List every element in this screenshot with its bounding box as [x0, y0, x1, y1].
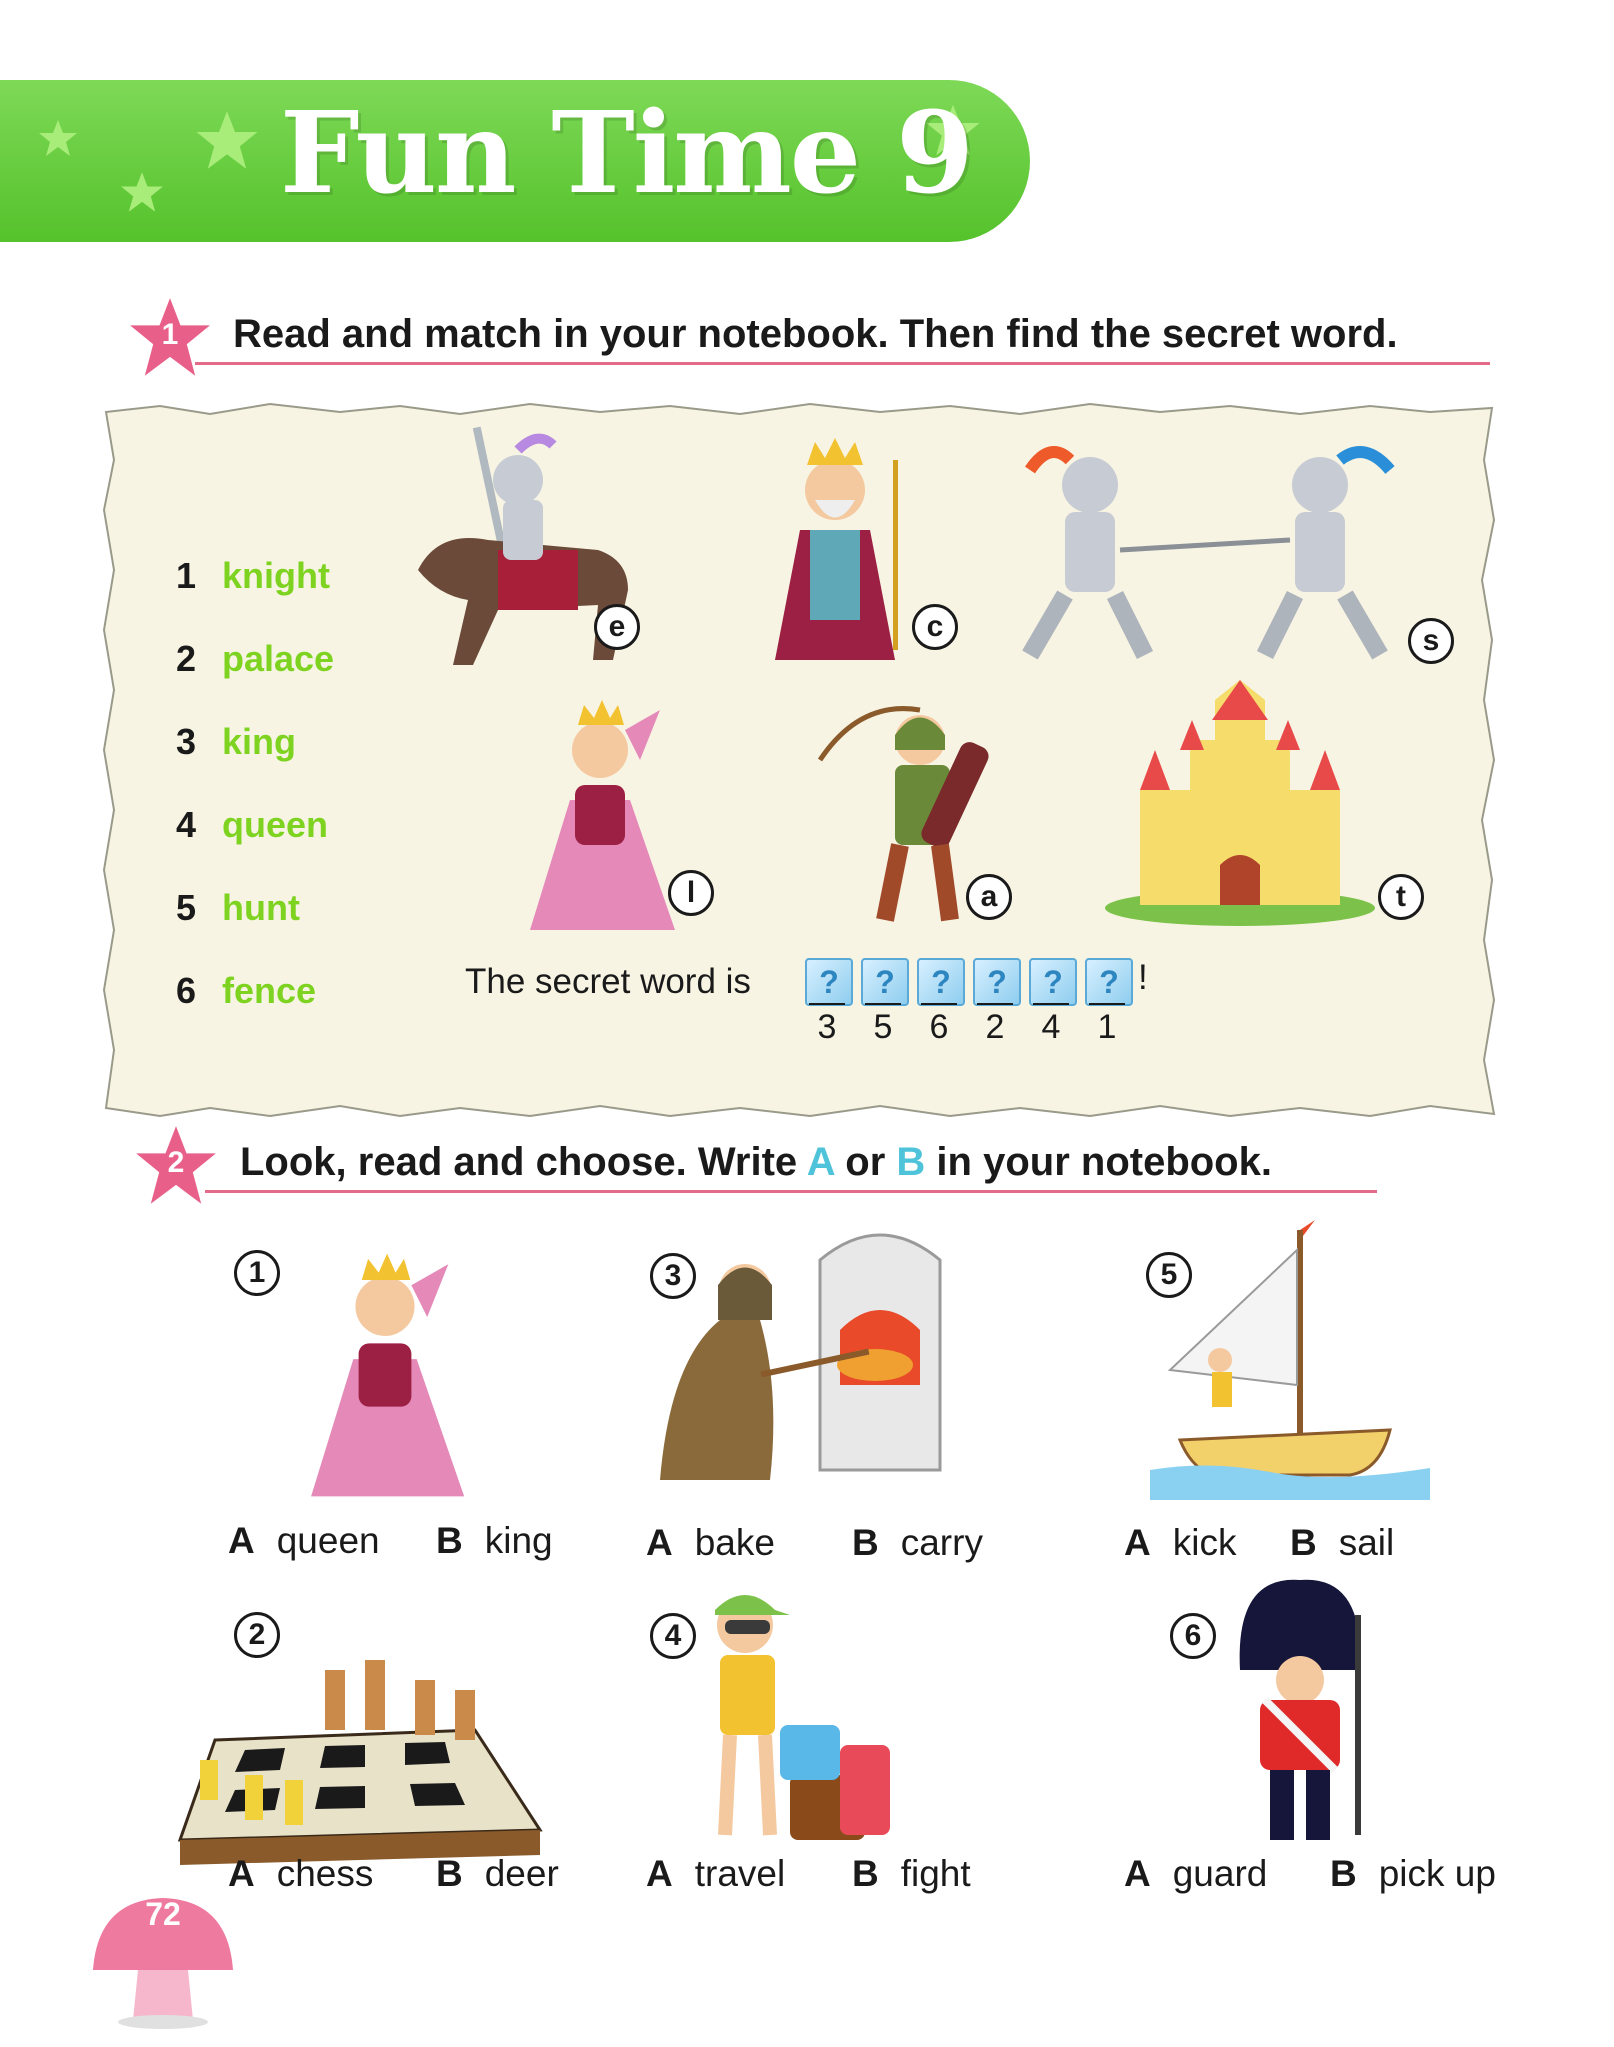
- section-number: 2: [167, 1146, 185, 1179]
- page-number: 72: [145, 1896, 181, 1932]
- queen-image: [510, 690, 690, 940]
- secret-order-number: 3: [817, 1008, 837, 1046]
- option-pair: A chess: [228, 1853, 374, 1894]
- secret-letter-box: ?: [917, 958, 965, 1006]
- traveller-image: [680, 1575, 910, 1855]
- item-number-badge: 3: [650, 1253, 696, 1299]
- answer-line: [865, 1003, 901, 1005]
- match-item: 4 queen: [176, 804, 329, 845]
- section-rule: [205, 1190, 1377, 1193]
- match-item: 2 palace: [176, 638, 335, 679]
- sailboat-image: [1150, 1210, 1430, 1500]
- option-pair: B carry: [852, 1522, 983, 1563]
- match-item: 1 knight: [176, 555, 330, 596]
- option-pair: B pick up: [1330, 1853, 1496, 1894]
- secret-letter-box: ?: [861, 958, 909, 1006]
- star-icon: [38, 118, 78, 158]
- section-rule: [195, 362, 1490, 365]
- fencing-knights-image: [970, 440, 1450, 670]
- secret-letter-box: ?: [805, 958, 853, 1006]
- secret-word-end: !: [1138, 958, 1148, 997]
- answer-line: [921, 1003, 957, 1005]
- baker-oven-image: [640, 1210, 960, 1490]
- picture-letter-badge: t: [1378, 874, 1424, 920]
- section-number: 1: [161, 318, 179, 351]
- option-pair: A travel: [646, 1853, 786, 1894]
- picture-letter-badge: s: [1408, 618, 1454, 664]
- secret-order-number: 1: [1097, 1008, 1117, 1046]
- queen-image: [290, 1240, 480, 1510]
- star-icon: [120, 170, 164, 214]
- option-pair: A kick: [1124, 1522, 1237, 1563]
- picture-letter-badge: e: [594, 604, 640, 650]
- chessboard-image: [175, 1630, 545, 1870]
- secret-letter-box: ?: [1085, 958, 1133, 1006]
- king-image: [745, 420, 925, 670]
- answer-line: [809, 1003, 845, 1005]
- match-item: 6 fence: [176, 970, 317, 1011]
- picture-letter-badge: a: [966, 874, 1012, 920]
- option-pair: B king: [436, 1520, 553, 1561]
- item-number-badge: 5: [1146, 1252, 1192, 1298]
- secret-order-number: 6: [929, 1008, 949, 1046]
- option-pair: A bake: [646, 1522, 775, 1563]
- item-number-badge: 1: [234, 1250, 280, 1296]
- castle-image: [1100, 680, 1380, 930]
- option-pair: A guard: [1124, 1853, 1268, 1894]
- secret-word-label: The secret word is: [465, 962, 751, 1001]
- secret-order-number: 2: [985, 1008, 1005, 1046]
- section-instruction: Look, read and choose. Write A or B in your notebook.: [240, 1140, 1272, 1184]
- secret-letter-box: ?: [1029, 958, 1077, 1006]
- picture-letter-badge: l: [668, 870, 714, 916]
- option-pair: B sail: [1290, 1522, 1395, 1563]
- option-pair: A queen: [228, 1520, 380, 1561]
- answer-line: [1033, 1003, 1069, 1005]
- royal-guard-image: [1220, 1575, 1400, 1855]
- answer-line: [1089, 1003, 1125, 1005]
- secret-order-number: 4: [1041, 1008, 1061, 1046]
- secret-order-number: 5: [873, 1008, 893, 1046]
- star-icon: [195, 108, 259, 172]
- match-item: 5 hunt: [176, 887, 300, 928]
- answer-line: [977, 1003, 1013, 1005]
- section-instruction: Read and match in your notebook. Then find the secret word.: [233, 312, 1398, 356]
- option-pair: B deer: [436, 1853, 559, 1894]
- item-number-badge: 6: [1170, 1613, 1216, 1659]
- option-pair: B fight: [852, 1853, 971, 1894]
- picture-letter-badge: c: [912, 604, 958, 650]
- item-number-badge: 4: [650, 1613, 696, 1659]
- item-number-badge: 2: [234, 1612, 280, 1658]
- match-item: 3 king: [176, 721, 297, 762]
- page-title: Fun Time 9: [280, 88, 972, 219]
- secret-letter-box: ?: [973, 958, 1021, 1006]
